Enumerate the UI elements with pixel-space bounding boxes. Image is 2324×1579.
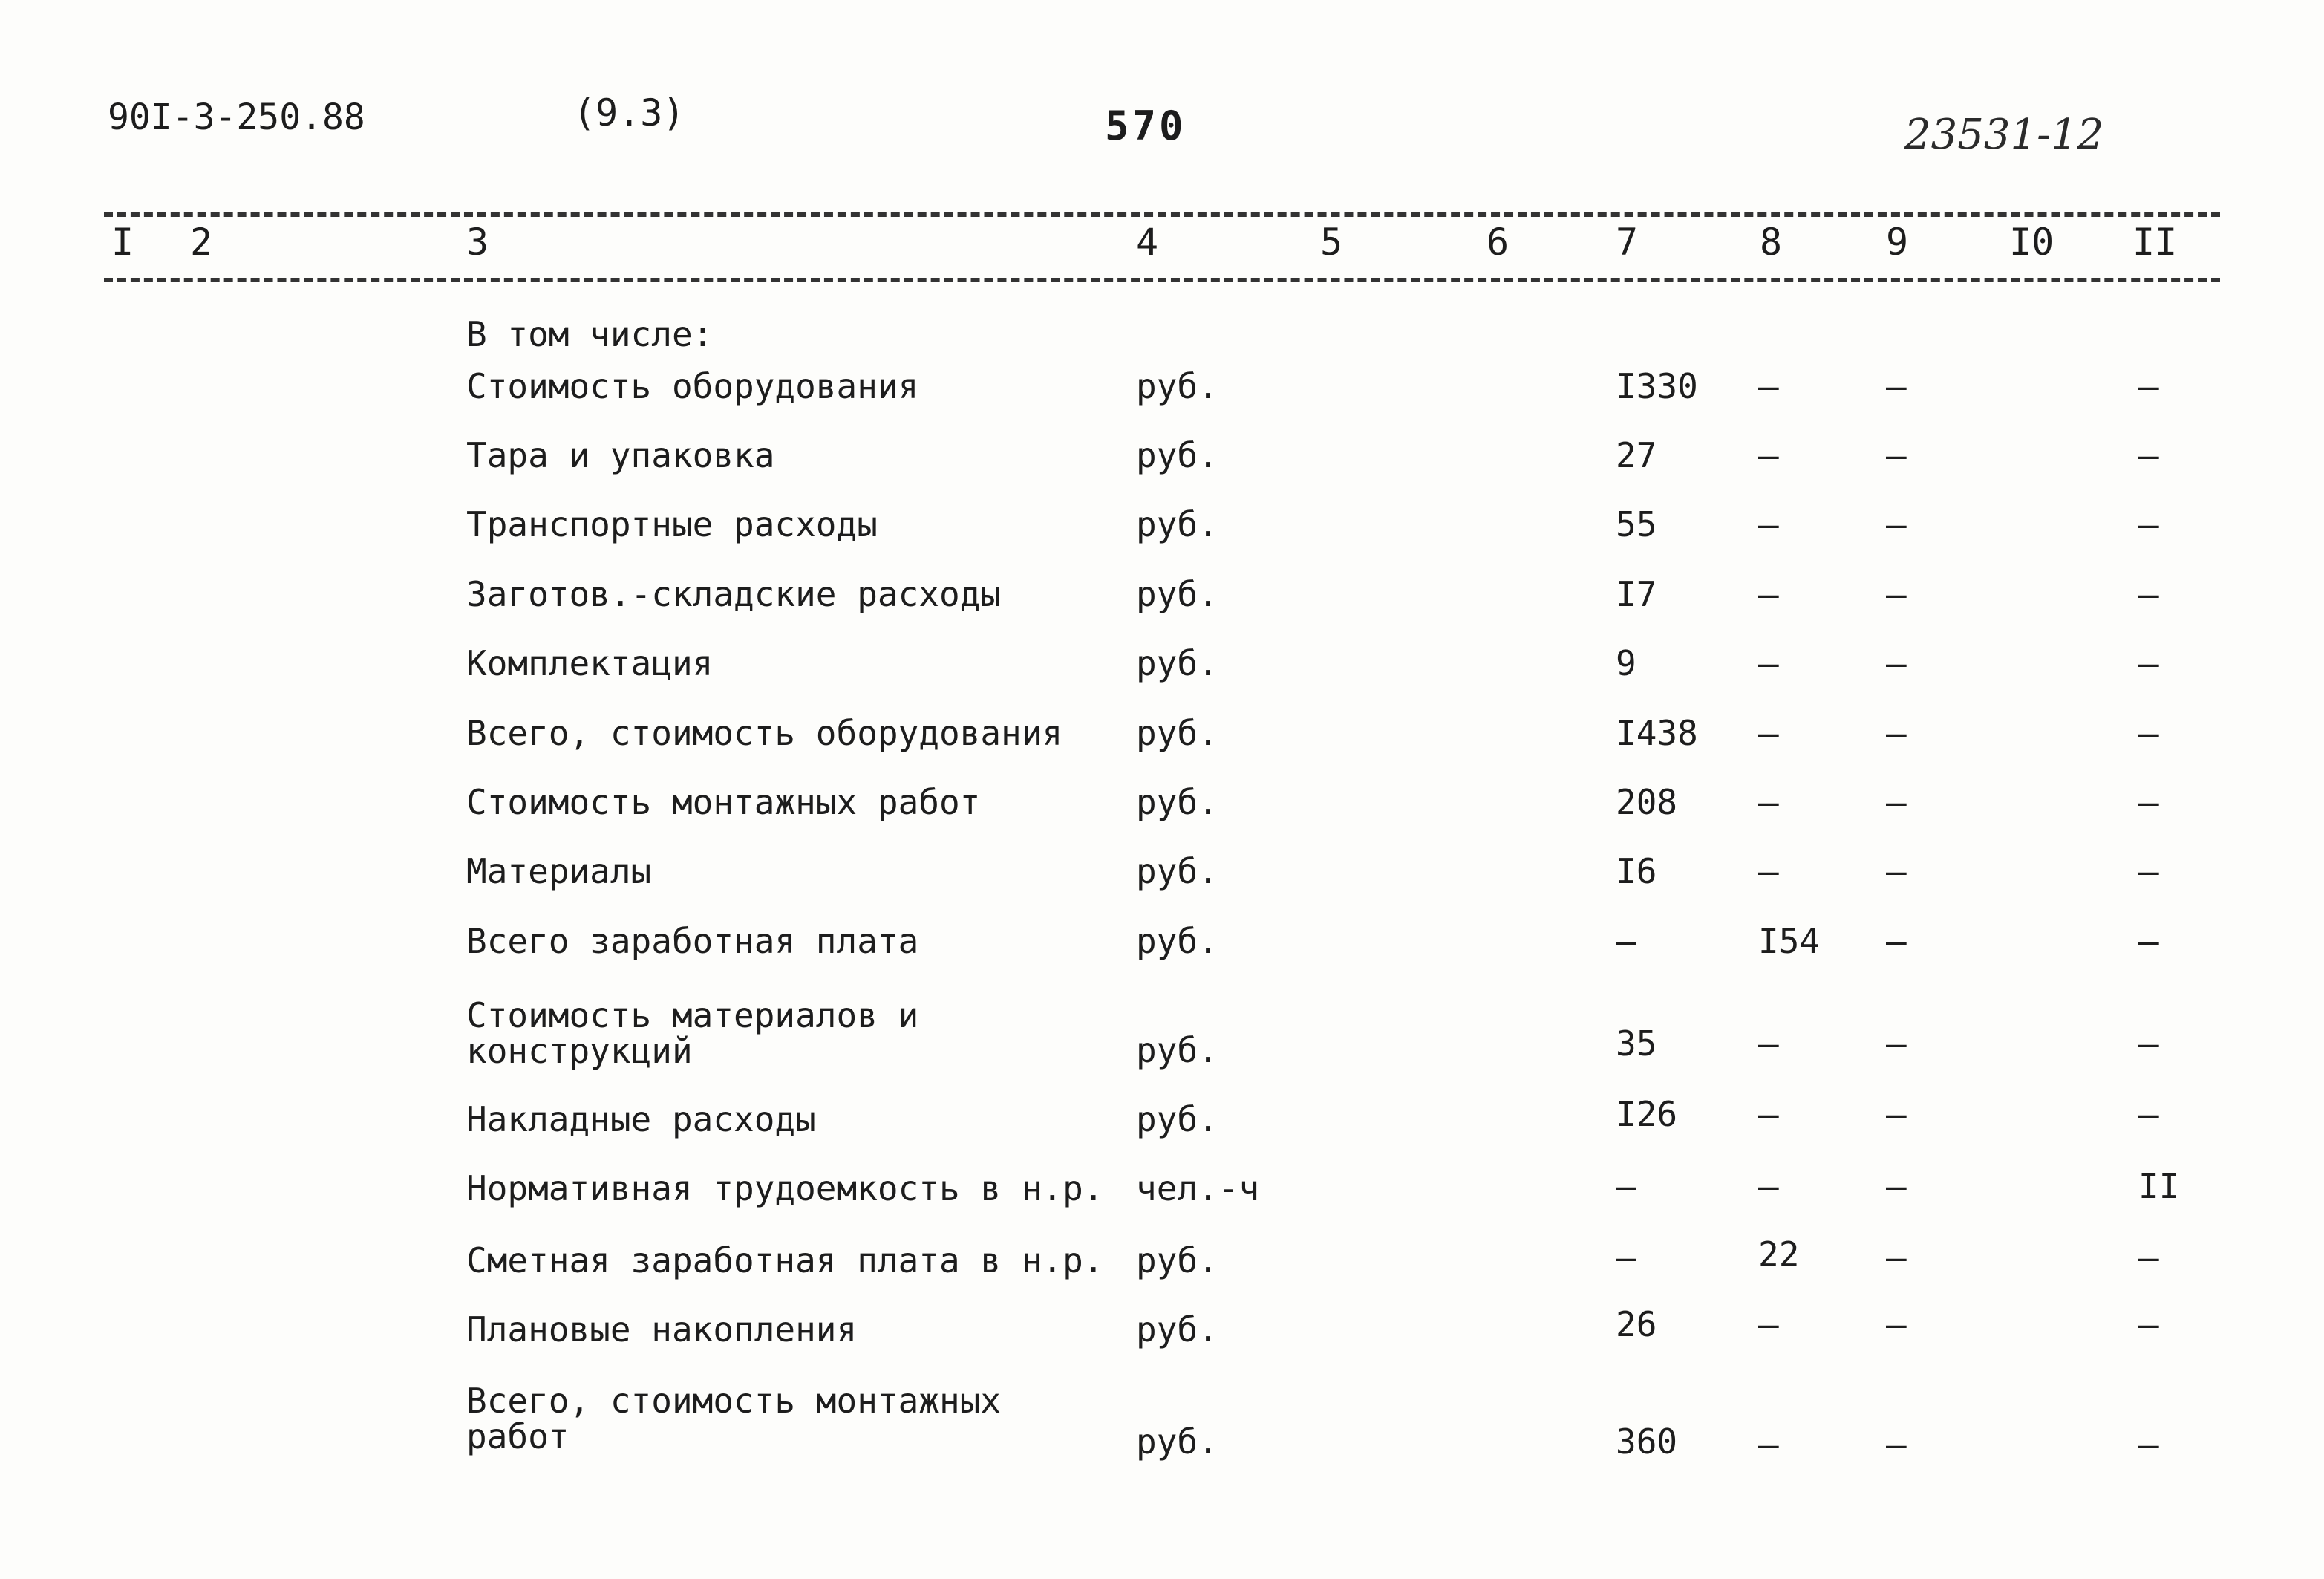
row-col11: –: [2138, 1237, 2159, 1277]
row-col11: –: [2138, 435, 2159, 475]
row-col9: –: [1886, 643, 1907, 683]
row-label: Стоимость материалов и конструкций: [466, 995, 919, 1071]
row-col9: –: [1886, 435, 1907, 475]
row-unit: руб.: [1136, 1240, 1218, 1280]
row-unit: руб.: [1136, 782, 1218, 822]
row-label: Стоимость оборудования: [466, 366, 919, 406]
row-col7: 27: [1616, 435, 1657, 475]
row-col7: I7: [1616, 574, 1657, 614]
row-col9: –: [1886, 1425, 1907, 1465]
row-label: Заготов.-складские расходы: [466, 574, 1002, 614]
row-col8: –: [1758, 366, 1779, 406]
row-col9: –: [1886, 921, 1907, 961]
row-col9: –: [1886, 1094, 1907, 1134]
row-col9: –: [1886, 851, 1907, 891]
column-number-4: 4: [1136, 221, 1159, 264]
row-col7: 360: [1616, 1422, 1678, 1462]
row-col7: 208: [1616, 782, 1678, 822]
row-col7: I6: [1616, 851, 1657, 891]
column-number-10: I0: [2009, 221, 2054, 264]
row-unit: руб.: [1136, 1099, 1218, 1139]
row-label: Всего заработная плата: [466, 921, 919, 961]
row-col8: –: [1758, 504, 1779, 544]
row-col11: –: [2138, 921, 2159, 961]
row-col9: –: [1886, 1237, 1907, 1277]
row-col8: –: [1758, 1425, 1779, 1465]
row-col9: –: [1886, 1304, 1907, 1344]
row-col7: 26: [1616, 1304, 1657, 1344]
table-top-rule: [104, 212, 2220, 217]
row-col7: I438: [1616, 713, 1698, 753]
row-col11: –: [2138, 1425, 2159, 1465]
row-col11: –: [2138, 574, 2159, 614]
column-number-6: 6: [1486, 221, 1509, 264]
row-col7: –: [1616, 1166, 1636, 1206]
row-unit: руб.: [1136, 435, 1218, 475]
column-number-8: 8: [1760, 221, 1783, 264]
row-unit: руб.: [1136, 921, 1218, 961]
row-col8: –: [1758, 713, 1779, 753]
handwritten-number: 23531-12: [1904, 111, 2104, 159]
row-unit: руб.: [1136, 851, 1218, 891]
row-col8: –: [1758, 643, 1779, 683]
row-col8: 22: [1758, 1234, 1800, 1274]
row-label: Транспортные расходы: [466, 504, 878, 544]
row-col7: –: [1616, 921, 1636, 961]
row-unit: руб.: [1136, 1030, 1218, 1070]
row-col8: I54: [1758, 921, 1821, 961]
row-col11: –: [2138, 643, 2159, 683]
row-unit: чел.-ч: [1136, 1168, 1260, 1208]
row-col11: –: [2138, 366, 2159, 406]
intro-label: В том числе:: [466, 314, 714, 354]
row-col11: –: [2138, 782, 2159, 822]
row-label: Сметная заработная плата в н.р.: [466, 1240, 1104, 1280]
row-col7: I330: [1616, 366, 1698, 406]
row-unit: руб.: [1136, 574, 1218, 614]
row-col11: –: [2138, 1094, 2159, 1134]
row-col8: –: [1758, 1166, 1779, 1206]
row-col9: –: [1886, 366, 1907, 406]
row-col7: –: [1616, 1237, 1636, 1277]
row-col7: 55: [1616, 504, 1657, 544]
row-col9: –: [1886, 574, 1907, 614]
row-col8: –: [1758, 1094, 1779, 1134]
row-col9: –: [1886, 1166, 1907, 1206]
row-label: Комплектация: [466, 643, 714, 683]
row-unit: руб.: [1136, 504, 1218, 544]
row-label: Тара и упаковка: [466, 435, 775, 475]
row-unit: руб.: [1136, 643, 1218, 683]
column-number-1: I: [111, 221, 134, 264]
row-col8: –: [1758, 1304, 1779, 1344]
row-col9: –: [1886, 713, 1907, 753]
row-col9: –: [1886, 504, 1907, 544]
row-col7: I26: [1616, 1094, 1678, 1134]
column-number-3: 3: [466, 221, 489, 264]
row-col11: –: [2138, 851, 2159, 891]
row-col7: 35: [1616, 1023, 1657, 1064]
row-col8: –: [1758, 851, 1779, 891]
row-label: Стоимость монтажных работ: [466, 782, 981, 822]
row-col8: –: [1758, 574, 1779, 614]
row-col8: –: [1758, 435, 1779, 475]
row-label: Всего, стоимость оборудования: [466, 713, 1063, 753]
row-unit: руб.: [1136, 1422, 1218, 1462]
table-header-rule: [104, 278, 2220, 282]
row-col9: –: [1886, 1023, 1907, 1064]
row-label: Всего, стоимость монтажных работ: [466, 1381, 1002, 1456]
row-unit: руб.: [1136, 713, 1218, 753]
row-unit: руб.: [1136, 1309, 1218, 1350]
column-number-5: 5: [1320, 221, 1343, 264]
document-code: 90I-3-250.88: [108, 97, 365, 138]
row-col11: –: [2138, 1304, 2159, 1344]
row-unit: руб.: [1136, 366, 1218, 406]
row-col7: 9: [1616, 643, 1636, 683]
row-col8: –: [1758, 782, 1779, 822]
row-label: Накладные расходы: [466, 1099, 816, 1139]
row-label: Плановые накопления: [466, 1309, 858, 1350]
row-label: Нормативная трудоемкость в н.р.: [466, 1168, 1104, 1208]
row-col11: –: [2138, 1023, 2159, 1064]
column-number-11: II: [2132, 221, 2178, 264]
page-number: 570: [1105, 102, 1187, 149]
row-label: Материалы: [466, 851, 652, 891]
row-col11: –: [2138, 504, 2159, 544]
column-number-2: 2: [190, 221, 213, 264]
row-col11: –: [2138, 713, 2159, 753]
section-number: (9.3): [573, 91, 685, 134]
row-col9: –: [1886, 782, 1907, 822]
row-col11: II: [2138, 1166, 2180, 1206]
column-number-9: 9: [1886, 221, 1909, 264]
row-col8: –: [1758, 1023, 1779, 1064]
column-number-7: 7: [1616, 221, 1639, 264]
